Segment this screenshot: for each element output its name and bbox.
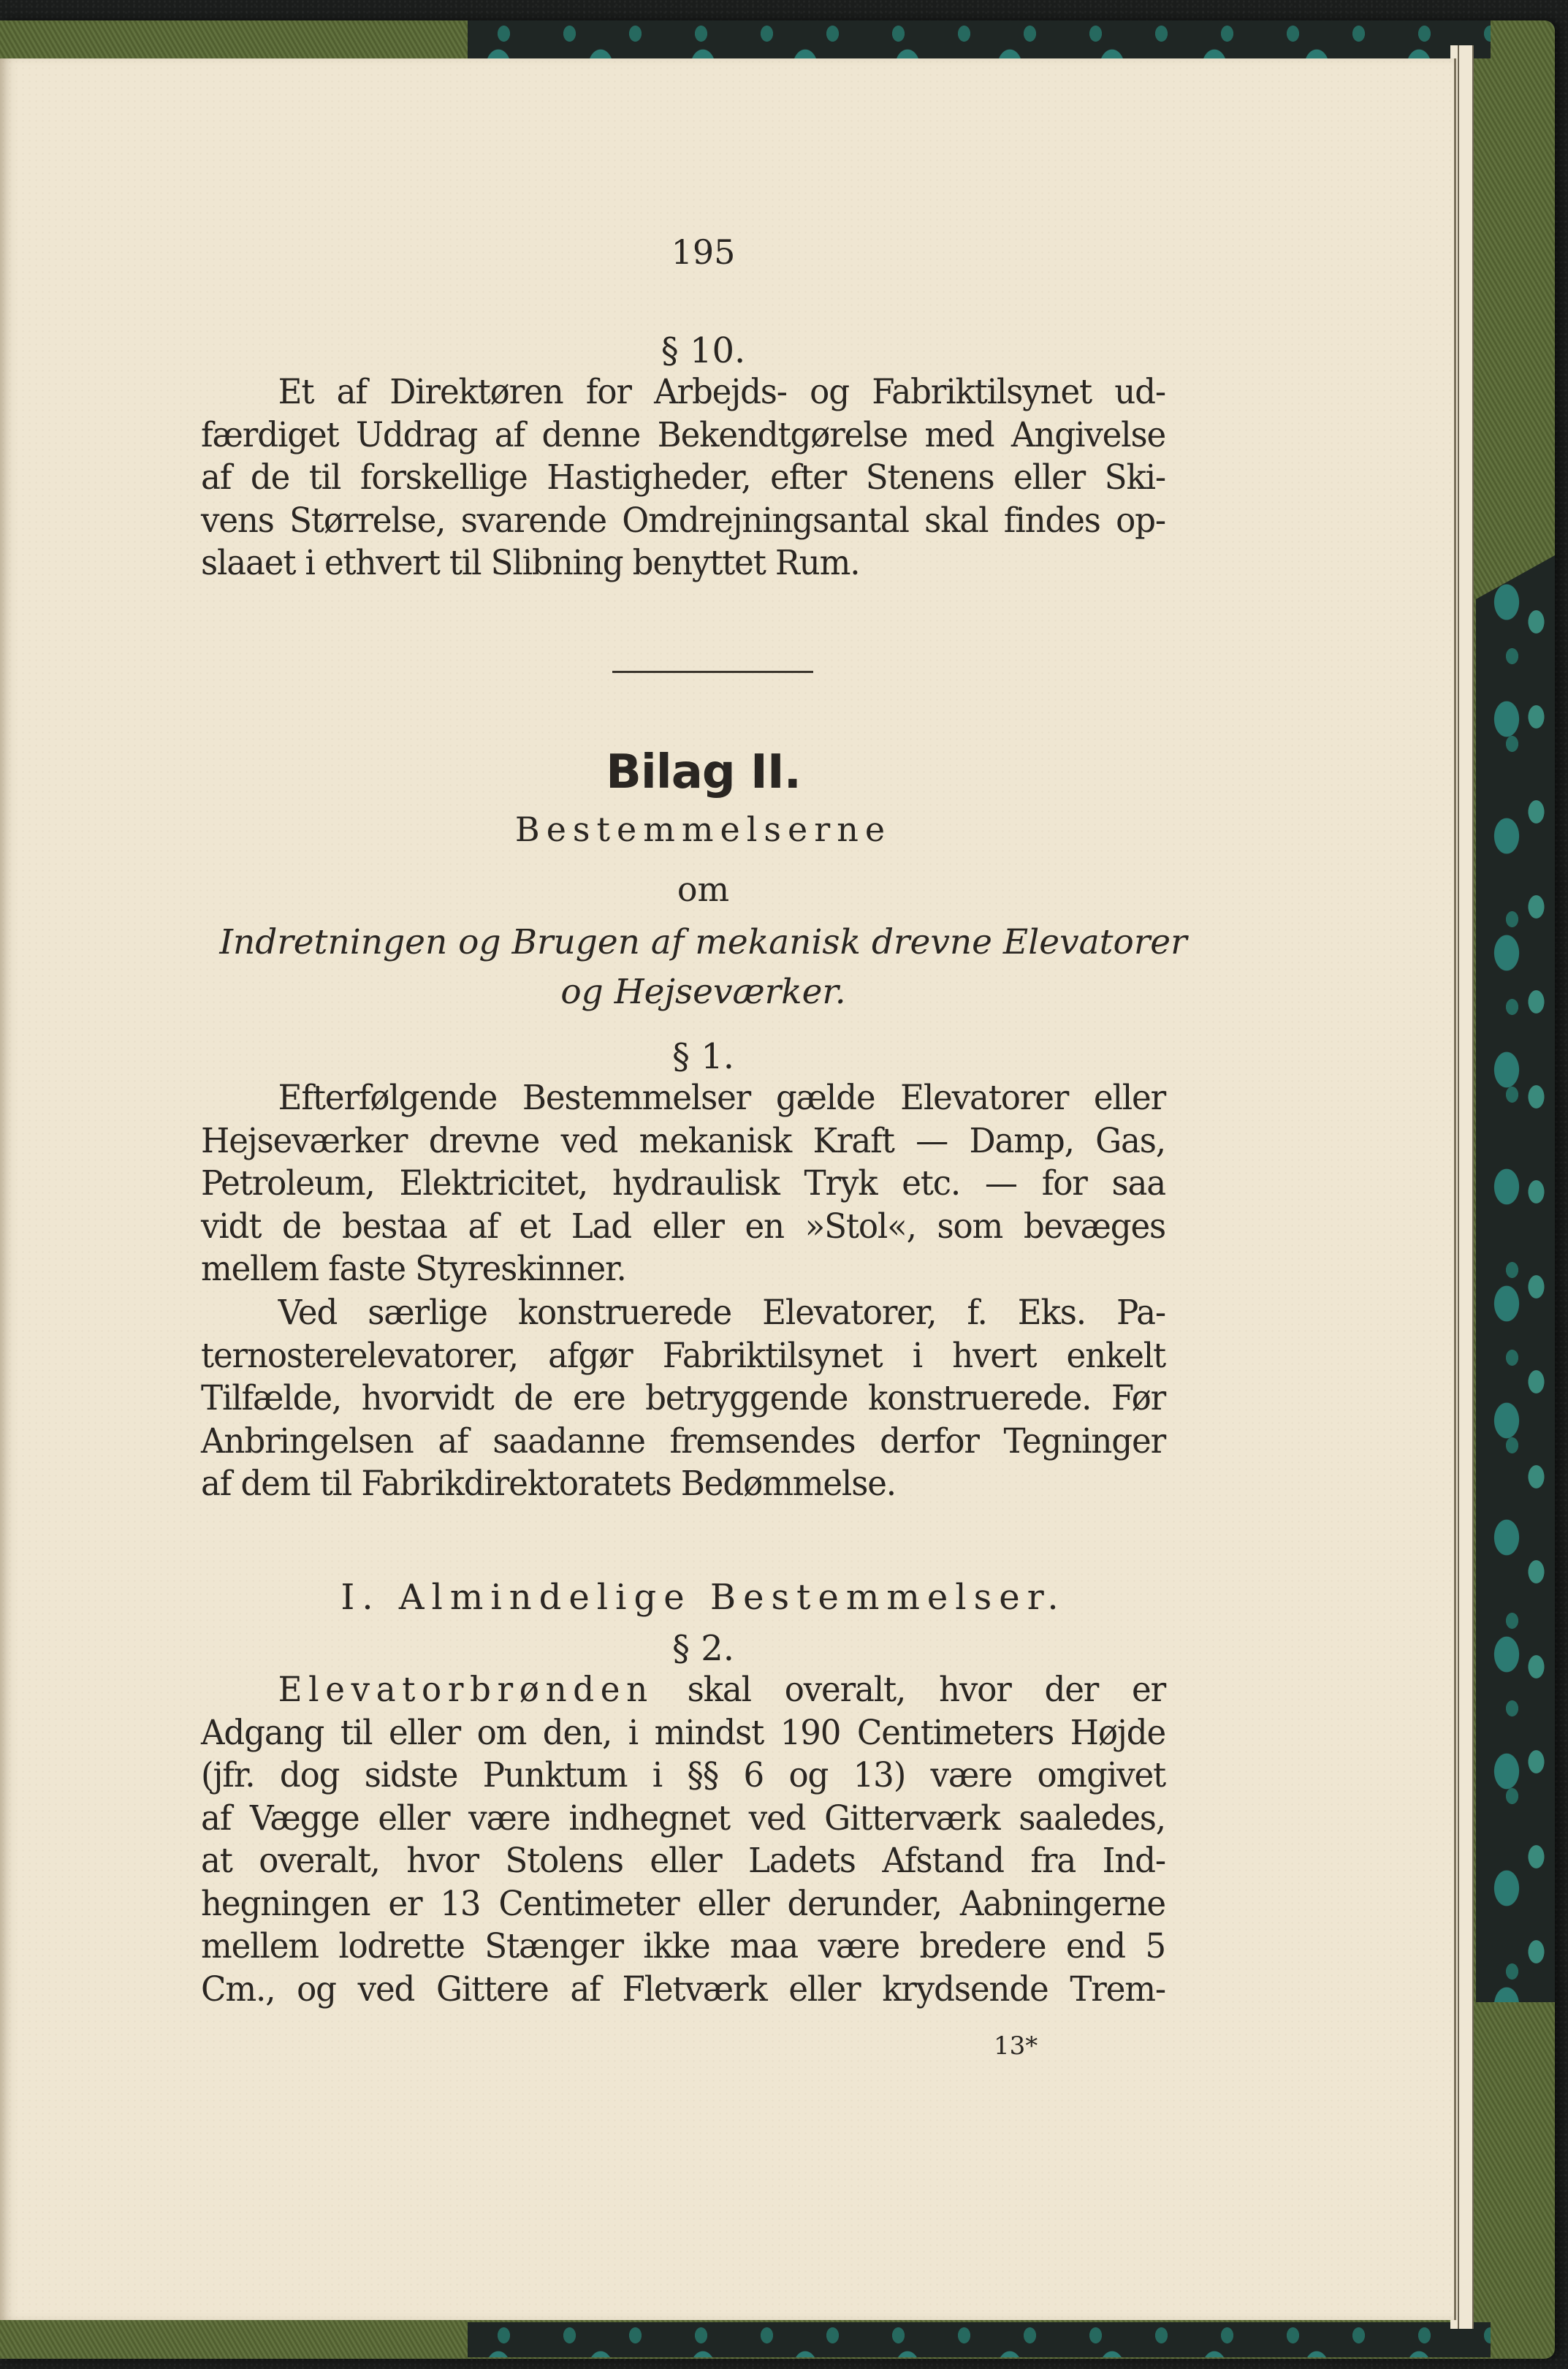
text-line: Et af Direktøren for Arbejds- og Fabriktilsynet ud- bbox=[278, 372, 1166, 412]
section-2-paragraph bbox=[201, 1669, 1165, 2011]
signature-mark: 13* bbox=[994, 2031, 1038, 2061]
appendix-title: Bilag II. bbox=[606, 745, 801, 799]
marbled-cover-bottom bbox=[468, 2322, 1491, 2357]
text-line: slaaet i ethvert til Slibning benyttet Rum. bbox=[201, 543, 860, 583]
text-line: af de til forskellige Hastigheder, efter Stenens eller Ski- bbox=[201, 457, 1165, 498]
text-line: Adgang til eller om den, i mindst 190 Centimeters Højde bbox=[201, 1712, 1165, 1753]
page-number: 195 bbox=[671, 232, 736, 272]
section-divider bbox=[612, 671, 813, 673]
marbled-cover-right bbox=[1476, 555, 1555, 2002]
spaced-keyword: Elevatorbrønden bbox=[278, 1670, 654, 1710]
text-line: ternosterelevatorer, afgør Fabriktilsynet i hvert enkelt bbox=[201, 1335, 1165, 1376]
appendix-italic-title-2: og Hejseværker. bbox=[560, 972, 846, 1012]
text-line: Cm., og ved Gittere af Fletværk eller krydsende Trem- bbox=[201, 1969, 1165, 2009]
text-line: Hejseværker drevne ved mekanisk Kraft — Damp, Gas, bbox=[201, 1120, 1165, 1161]
text-line: Efterfølgende Bestemmelser gælde Elevatorer eller bbox=[278, 1078, 1166, 1118]
marbled-cover-top bbox=[468, 20, 1491, 58]
section-10-paragraph bbox=[201, 371, 1165, 585]
section-1-paragraph-1 bbox=[201, 1077, 1165, 1291]
text-line: færdiget Uddrag af denne Bekendtgørelse med Angivelse bbox=[201, 414, 1165, 455]
text-line: af dem til Fabrikdirektoratets Bedømmelse. bbox=[201, 1464, 896, 1504]
text-line: vidt de bestaa af et Lad eller en »Stol«, som bevæges bbox=[201, 1206, 1165, 1247]
appendix-connector: om bbox=[677, 870, 730, 909]
section-10-heading: § 10. bbox=[661, 330, 746, 371]
text-line: Anbringelsen af saadanne fremsendes derfor Tegninger bbox=[201, 1421, 1165, 1461]
text-line: at overalt, hvor Stolens eller Ladets Afstand fra Ind- bbox=[201, 1841, 1165, 1881]
text-line: Tilfælde, hvorvidt de ere betryggende konstruerede. Før bbox=[201, 1378, 1165, 1418]
text-line bbox=[201, 1669, 1165, 1712]
text-line: hegningen er 13 Centimeter eller derunder, Aabningerne bbox=[201, 1883, 1165, 1924]
text-line: Ved særlige konstruerede Elevatorer, f. Eks. Pa- bbox=[278, 1293, 1166, 1333]
section-1-paragraph-2 bbox=[201, 1292, 1165, 1506]
text-fragment: skal overalt, hvor der er bbox=[653, 1670, 1165, 1710]
section-1-heading: § 1. bbox=[671, 1036, 735, 1077]
appendix-italic-title-1: Indretningen og Brugen af mekanisk drevne Elevatorer bbox=[219, 922, 1187, 962]
section-2-heading: § 2. bbox=[671, 1628, 735, 1669]
page-stack-edge bbox=[1458, 45, 1474, 2329]
appendix-subtitle: Bestemmelserne bbox=[514, 810, 892, 849]
text-line: af Vægge eller være indhegnet ved Gitterværk saaledes, bbox=[201, 1798, 1165, 1838]
text-line: mellem lodrette Stænger ikke maa være bredere end 5 bbox=[201, 1926, 1165, 1966]
text-line: (jfr. dog sidste Punktum i §§ 6 og 13) være omgivet bbox=[201, 1755, 1165, 1795]
chapter-1-heading: I. Almindelige Bestemmelser. bbox=[340, 1577, 1066, 1618]
text-line: Petroleum, Elektricitet, hydraulisk Tryk etc. — for saa bbox=[201, 1163, 1165, 1203]
text-line: vens Størrelse, svarende Omdrejningsantal skal findes op- bbox=[201, 500, 1165, 541]
text-line: mellem faste Styreskinner. bbox=[201, 1249, 626, 1289]
